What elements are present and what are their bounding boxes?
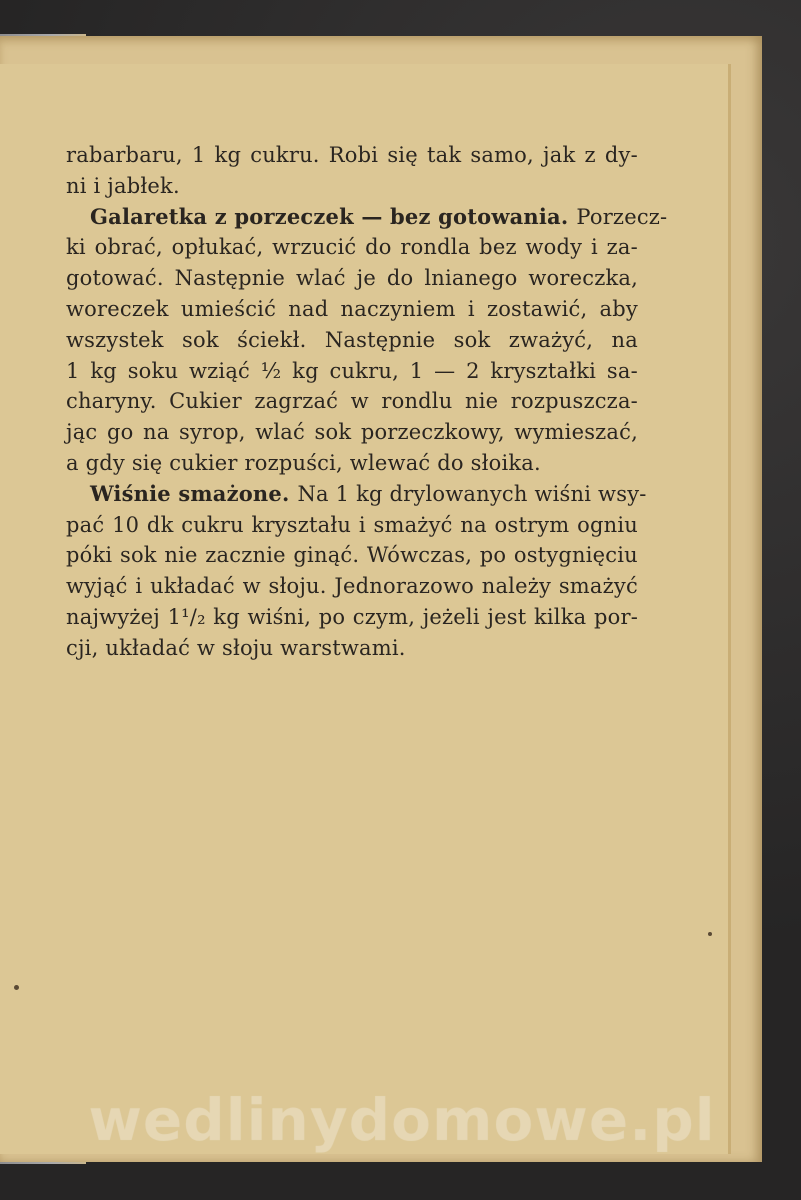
word: sok xyxy=(182,327,219,352)
text-line xyxy=(66,540,638,571)
line-text xyxy=(66,510,638,541)
recipe-text xyxy=(66,140,668,664)
word: cukru. xyxy=(250,143,320,167)
word: Robi xyxy=(328,143,379,167)
word: 1 xyxy=(409,358,424,383)
word: jest xyxy=(487,604,527,629)
text-line xyxy=(66,202,668,233)
word: cukru xyxy=(181,512,244,537)
word: kg xyxy=(90,358,117,383)
text-line xyxy=(66,232,638,263)
text-line xyxy=(66,602,638,633)
text-line xyxy=(66,140,638,171)
word: należy xyxy=(481,574,552,599)
word: naczyniem xyxy=(340,296,456,321)
word: kg xyxy=(292,358,319,383)
word: bez xyxy=(479,235,517,260)
word: 1¹/₂ xyxy=(167,604,206,629)
word: lnianego xyxy=(424,266,518,291)
word: wiśni, xyxy=(247,604,312,629)
watermark: wedlinydomowe.pl xyxy=(88,1086,716,1154)
word: go xyxy=(106,420,134,445)
word: ostygnięciu xyxy=(513,543,638,568)
word: układać xyxy=(150,574,235,599)
word: Jednorazowo xyxy=(334,574,474,599)
line-text: Na 1 kg drylowanych wiśni wsy- xyxy=(297,481,647,506)
text-line xyxy=(66,294,638,325)
word: samo, xyxy=(470,143,534,167)
word: ginąć. xyxy=(293,543,360,568)
line-text xyxy=(66,571,638,602)
word: czym, xyxy=(352,604,416,629)
word: się xyxy=(387,143,418,167)
word: zacznie xyxy=(205,543,286,568)
word: nie xyxy=(164,543,198,568)
word: sok xyxy=(453,327,491,352)
word: rabarbaru, xyxy=(66,143,183,167)
recipe-heading-wisnie: Wiśnie smażone. xyxy=(90,480,290,506)
word: sok xyxy=(314,420,352,445)
word: cukru, xyxy=(329,358,399,383)
word: — xyxy=(434,358,456,383)
word: sa- xyxy=(606,358,638,383)
word: w xyxy=(242,574,261,599)
word: kilka xyxy=(533,604,587,629)
text-line xyxy=(66,571,638,602)
word: rondlu xyxy=(381,389,453,414)
text-line xyxy=(66,510,638,541)
word: na xyxy=(143,420,170,445)
word: na xyxy=(611,327,638,352)
text-line xyxy=(66,417,638,448)
line-text xyxy=(66,417,638,448)
word: gotować. xyxy=(66,266,164,291)
word: sok xyxy=(119,543,157,568)
word: smażyć xyxy=(558,574,638,599)
word: opłukać, xyxy=(171,235,264,260)
text-line xyxy=(66,263,638,294)
line-text xyxy=(66,232,638,263)
recipe-heading-galaretka: Galaretka z porzeczek — bez gotowania. xyxy=(90,203,569,229)
word: ściekł. xyxy=(237,327,307,352)
line-text xyxy=(66,325,638,356)
word: jąc xyxy=(66,420,98,445)
word: i xyxy=(590,235,598,260)
word: obrać, xyxy=(94,235,163,260)
word: słoju. xyxy=(268,574,327,599)
word: ostrym xyxy=(494,512,570,537)
word: w xyxy=(350,389,369,414)
word: charyny. xyxy=(66,389,157,414)
word: na xyxy=(460,512,487,537)
word: jeżeli xyxy=(422,604,480,629)
word: Cukier xyxy=(169,389,242,414)
word: por- xyxy=(593,604,638,629)
word: porzeczkowy, xyxy=(360,420,505,445)
word: tak xyxy=(426,143,462,167)
word: rondla xyxy=(400,235,471,260)
word: za- xyxy=(606,235,638,260)
line-text xyxy=(66,356,638,387)
paper-speck xyxy=(708,932,712,936)
word: je xyxy=(356,266,376,291)
word: ki xyxy=(66,235,86,260)
word: umieścić xyxy=(180,296,277,321)
word: z xyxy=(584,143,596,167)
word: póki xyxy=(66,543,113,568)
word: syrop, xyxy=(179,420,246,445)
word: i xyxy=(135,574,143,599)
word: po xyxy=(318,604,346,629)
word: zważyć, xyxy=(508,327,594,352)
word: 10 xyxy=(112,512,140,537)
word: kg xyxy=(214,143,242,167)
line-text xyxy=(66,602,638,633)
text-line xyxy=(66,356,638,387)
word: wrzucić xyxy=(272,235,357,260)
word: Wówczas, xyxy=(366,543,473,568)
word: wszystek xyxy=(66,327,164,352)
word: zostawić, xyxy=(486,296,588,321)
word: kg xyxy=(213,604,240,629)
word: ogniu xyxy=(577,512,638,537)
word: aby xyxy=(599,296,638,321)
text-line xyxy=(66,325,638,356)
word: jak xyxy=(543,143,576,167)
word: 2 xyxy=(466,358,480,383)
word: woreczka, xyxy=(528,266,638,291)
word: wlać xyxy=(295,266,346,291)
line-text xyxy=(66,294,638,325)
word: dy- xyxy=(604,143,638,167)
word: wyjąć xyxy=(66,574,128,599)
line-text: cji, układać w słoju warstwami. xyxy=(66,635,406,660)
text-line xyxy=(66,479,647,510)
line-text: ni i jabłek. xyxy=(66,173,180,198)
word: 1 xyxy=(66,358,80,383)
line-text xyxy=(66,386,638,417)
line-text xyxy=(66,540,638,571)
word: do xyxy=(386,266,414,291)
word: do xyxy=(365,235,392,260)
word: najwyżej xyxy=(66,604,160,629)
text-line xyxy=(66,633,638,664)
word: i xyxy=(358,512,366,537)
word: i xyxy=(467,296,475,321)
paper-speck xyxy=(14,985,19,990)
word: kryształki xyxy=(490,358,597,383)
line-text xyxy=(66,263,638,294)
word: po xyxy=(479,543,507,568)
line-text: Porzecz- xyxy=(576,204,668,229)
word: dk xyxy=(146,512,174,537)
word: smażyć xyxy=(373,512,453,537)
text-line xyxy=(66,171,638,202)
word: wziąć xyxy=(188,358,251,383)
word: wody xyxy=(525,235,583,260)
word: soku xyxy=(127,358,179,383)
word: pać xyxy=(66,512,105,537)
word: kryształu xyxy=(251,512,352,537)
word: 1 xyxy=(191,143,206,167)
text-line xyxy=(66,448,638,479)
word: wymieszać, xyxy=(514,420,638,445)
word: woreczek xyxy=(66,296,169,321)
text-line xyxy=(66,386,638,417)
word: nad xyxy=(288,296,329,321)
word: Następnie xyxy=(324,327,436,352)
word: nie xyxy=(464,389,499,414)
word: rozpuszcza- xyxy=(510,389,638,414)
word: ½ xyxy=(260,358,282,383)
word: zagrzać xyxy=(254,389,339,414)
line-text xyxy=(66,140,638,171)
word: wlać xyxy=(255,420,305,445)
word: Następnie xyxy=(174,266,286,291)
line-text: a gdy się cukier rozpuści, wlewać do słoika. xyxy=(66,450,541,475)
